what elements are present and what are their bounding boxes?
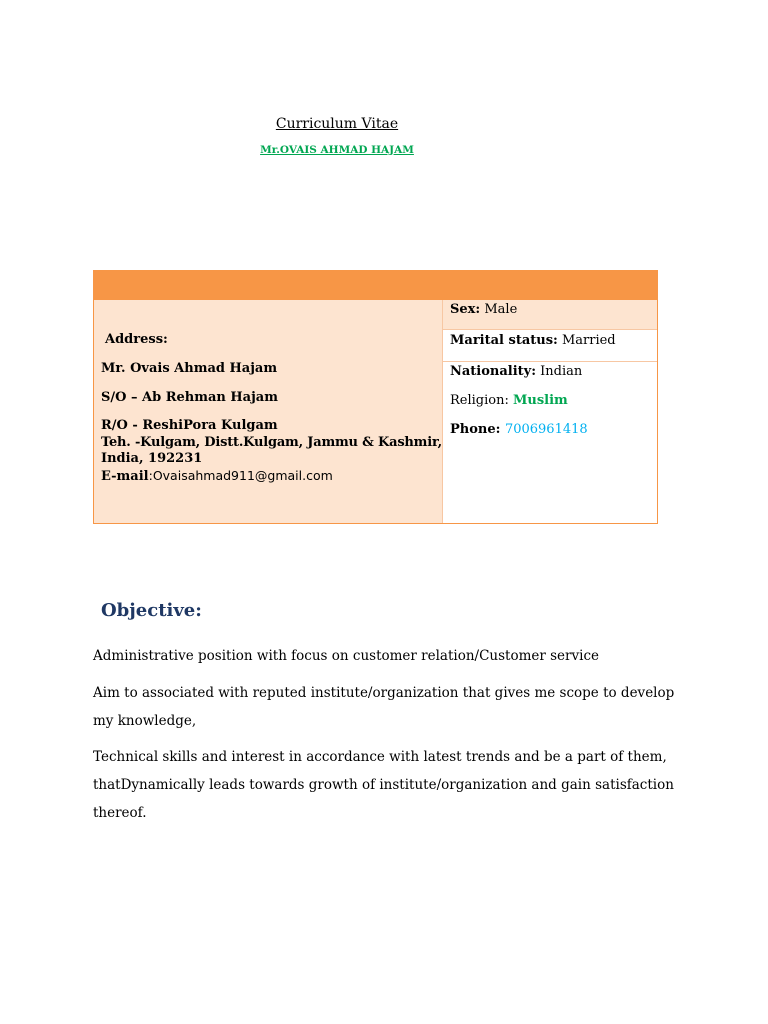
- phone-label: Phone:: [450, 422, 505, 437]
- objective-paragraph: Administrative position with focus on customer relation/Customer service: [93, 648, 599, 664]
- nationality-value: Indian: [536, 364, 583, 379]
- objective-paragraph: Technical skills and interest in accordance with latest trends and be a part of them, thatDynamically leads towards growth of institute/organization and gain satisfaction thereof.: [93, 749, 674, 821]
- personal-info-table: [93, 270, 658, 524]
- email-label: E-mail: [101, 469, 149, 484]
- address-line-residence: R/O - ReshiPora Kulgam: [101, 418, 278, 433]
- sex-row: [450, 302, 517, 318]
- address-line-tehsil: Teh. -Kulgam, Distt.Kulgam, Jammu & Kashmir,: [101, 435, 443, 450]
- candidate-name: Mr.OVAIS AHMAD HAJAM: [260, 144, 414, 156]
- religion-value: Muslim: [513, 393, 568, 408]
- objective-paragraph: Aim to associated with reputed institute/organization that gives me scope to develop my knowledge,: [93, 685, 675, 729]
- objective-heading: Objective:: [101, 600, 202, 621]
- email-row: [101, 468, 333, 485]
- religion-label: Religion:: [450, 393, 513, 408]
- nationality-label: Nationality:: [450, 364, 537, 379]
- sex-label: Sex:: [450, 302, 481, 317]
- address-line-name: Mr. Ovais Ahmad Hajam: [101, 361, 278, 376]
- phone-row: [450, 422, 588, 438]
- table-header-bar: [94, 271, 657, 300]
- marital-row: [450, 333, 616, 349]
- nationality-row: [450, 364, 582, 380]
- address-line-parent: S/O – Ab Rehman Hajam: [101, 390, 278, 405]
- address-label: Address:: [105, 332, 168, 347]
- marital-value: Married: [557, 333, 616, 348]
- email-value: :Ovaisahmad911@gmail.com: [148, 468, 333, 483]
- column-divider: [442, 300, 443, 523]
- marital-label: Marital status:: [450, 333, 558, 348]
- phone-value[interactable]: 7006961418: [504, 422, 588, 437]
- sex-value: Male: [480, 302, 518, 317]
- cv-title: Curriculum Vitae: [275, 116, 399, 132]
- religion-row: [450, 393, 568, 409]
- address-line-country: India, 192231: [101, 451, 203, 466]
